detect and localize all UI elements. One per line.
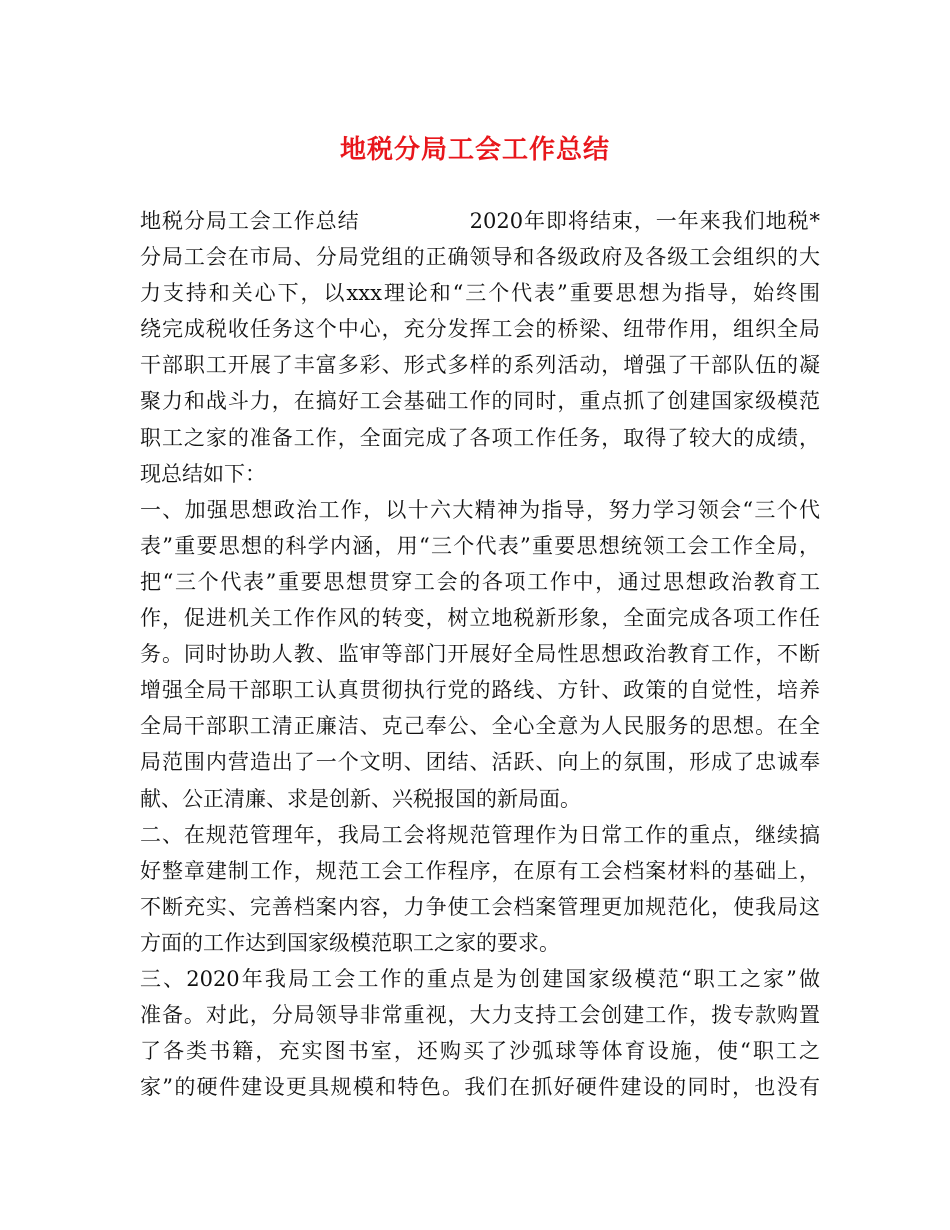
body-line: 好整章建制工作，规范工会工作程序，在原有工会档案材料的基础上，	[140, 858, 820, 883]
intro-text: 2020年即将结束，一年来我们地税*	[469, 209, 820, 233]
body-line: 职工之家的准备工作，全面完成了各项工作任务，取得了较大的成绩，	[140, 425, 820, 450]
body-line: 局范围内营造出了一个文明、团结、活跃、向上的氛围，形成了忠诚奉	[140, 750, 820, 775]
body-line: 增强全局干部职工认真贯彻执行党的路线、方针、政策的自觉性，培养	[140, 678, 820, 703]
body-line	[140, 203, 820, 239]
body-line: 一、加强思想政治工作，以十六大精神为指导，努力学习领会“三个代	[140, 497, 820, 522]
body-line: 务。同时协助人教、监审等部门开展好全局性思想政治教育工作，不断	[140, 642, 820, 667]
body-line: 分局工会在市局、分局党组的正确领导和各级政府及各级工会组织的大	[140, 245, 820, 270]
body-line: 二、在规范管理年，我局工会将规范管理作为日常工作的重点，继续搞	[140, 822, 820, 847]
body-line: 现总结如下：	[140, 461, 266, 486]
body-line: 不断充实、完善档案内容，力争使工会档案管理更加规范化，使我局这	[140, 894, 820, 919]
body-line: 三、2020年我局工会工作的重点是为创建国家级模范“职工之家”做	[140, 966, 820, 991]
body-line: 聚力和战斗力，在搞好工会基础工作的同时，重点抓了创建国家级模范	[140, 389, 820, 414]
body-line: 方面的工作达到国家级模范职工之家的要求。	[140, 930, 560, 955]
body-line: 绕完成税收任务这个中心，充分发挥工会的桥梁、纽带作用，组织全局	[140, 317, 820, 342]
body-line: 表”重要思想的科学内涵，用“三个代表”重要思想统领工会工作全局，	[140, 533, 820, 558]
body-line: 家”的硬件建设更具规模和特色。我们在抓好硬件建设的同时，也没有	[140, 1075, 820, 1100]
body-line: 献、公正清廉、求是创新、兴税报国的新局面。	[140, 786, 581, 811]
body-line: 全局干部职工清正廉洁、克己奉公、全心全意为人民服务的思想。在全	[140, 714, 820, 739]
intro-heading: 地税分局工会工作总结	[140, 209, 360, 233]
body-line: 干部职工开展了丰富多彩、形式多样的系列活动，增强了干部队伍的凝	[140, 353, 820, 378]
document-title: 地税分局工会工作总结	[339, 135, 610, 165]
body-line: 力支持和关心下，以xxx理论和“三个代表”重要思想为指导，始终围	[140, 281, 820, 306]
body-line: 把“三个代表”重要思想贯穿工会的各项工作中，通过思想政治教育工	[140, 569, 820, 594]
document-body	[140, 203, 820, 1105]
body-line: 了各类书籍，充实图书室，还购买了沙弧球等体育设施，使“职工之	[140, 1039, 820, 1064]
body-line: 作，促进机关工作作风的转变，树立地税新形象，全面完成各项工作任	[140, 606, 820, 631]
body-line: 准备。对此，分局领导非常重视，大力支持工会创建工作，拨专款购置	[140, 1003, 820, 1028]
